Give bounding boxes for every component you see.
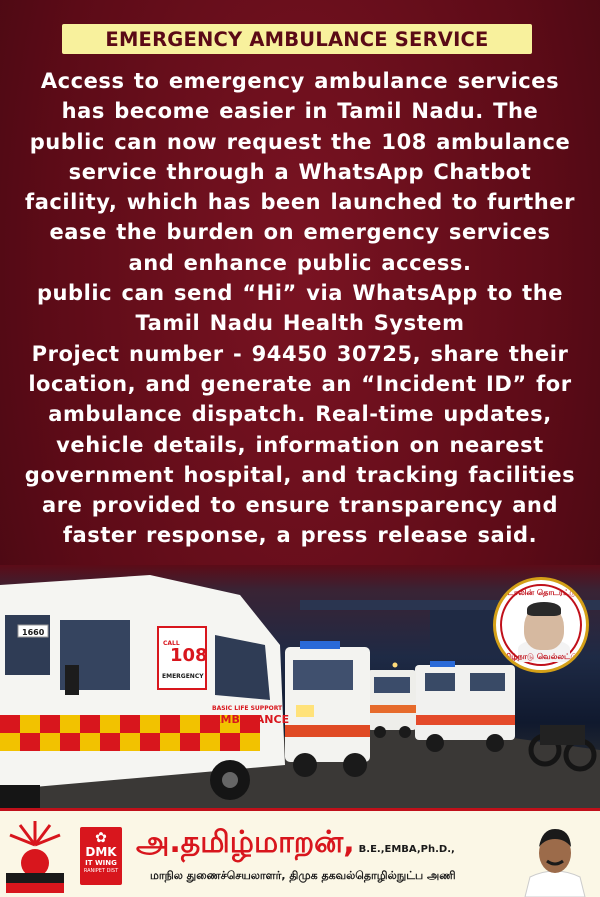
dmk-label: DMK [85, 845, 117, 859]
body-line: facility, which has been launched to further [25, 190, 575, 215]
stalin-badge [493, 577, 589, 673]
district-label: RANIPET DIST [83, 868, 119, 874]
body-line: public can now request the 108 ambulance [29, 129, 571, 154]
name-row [136, 825, 455, 864]
body-line: Tamil Nadu Health System [135, 311, 465, 336]
person-name: அ.தமிழ்மாறன், [136, 825, 355, 860]
body-line: government hospital, and tracking facilities [24, 462, 576, 487]
ambulance-main [0, 575, 289, 808]
body-line: faster response, a press release said. [62, 523, 538, 548]
body-line: has become easier in Tamil Nadu. The [61, 99, 539, 124]
ambulance-mid [285, 641, 370, 777]
flower-icon: ✿ [95, 830, 107, 846]
ambulance-word: AMBULANCE [212, 713, 290, 726]
ambulance-window [5, 615, 50, 675]
body-line: public can send “Hi” via WhatsApp to the [36, 281, 564, 306]
body-line: ease the burden on emergency services [49, 220, 551, 245]
body-line: Access to emergency ambulance services [40, 69, 560, 93]
body-line: location, and generate an “Incident ID” for [28, 371, 572, 396]
person-designation: மாநில துணைச்செயலாளர், திமுக தகவல்தொழில்நுட்ப அணி [150, 869, 456, 882]
body-line: ambulance dispatch. Real-time updates, [48, 402, 552, 427]
emergency-label: EMERGENCY [162, 673, 204, 680]
call-label: CALL [163, 640, 180, 647]
fleet-number: 1660 [22, 628, 45, 637]
ambulance-far-middle [368, 670, 416, 738]
ambulance-far-right [415, 661, 515, 752]
person-degrees: B.E.,EMBA,Ph.D., [358, 844, 455, 855]
badge-bottom-text: தமிழ்நாடு வெல்லட்டும் [498, 652, 584, 661]
it-wing-label: IT WING [85, 859, 117, 867]
body-line: are provided to ensure transparency and [41, 493, 559, 518]
heading-text: EMERGENCY AMBULANCE SERVICE [105, 27, 489, 51]
heading-banner [62, 24, 532, 54]
announcement-text [0, 66, 600, 551]
badge-top-text: ஸ்டாலின் தொடரட்டும் [499, 588, 583, 597]
body-line: service through a WhatsApp Chatbot [68, 159, 532, 184]
body-line: vehicle details, information on nearest [56, 432, 544, 457]
rising-sun-logo [4, 815, 66, 895]
footer-banner [0, 808, 600, 897]
body-line: and enhance public access. [128, 250, 472, 275]
street-light [393, 663, 398, 668]
person-photo [520, 817, 590, 897]
body-line: Project number - 94450 30725, share their [31, 341, 569, 366]
badge-portrait-hair [527, 602, 561, 616]
call-number: 108 [170, 645, 208, 666]
dmk-it-wing-logo [80, 827, 122, 885]
life-support-label: BASIC LIFE SUPPORT [212, 705, 283, 712]
